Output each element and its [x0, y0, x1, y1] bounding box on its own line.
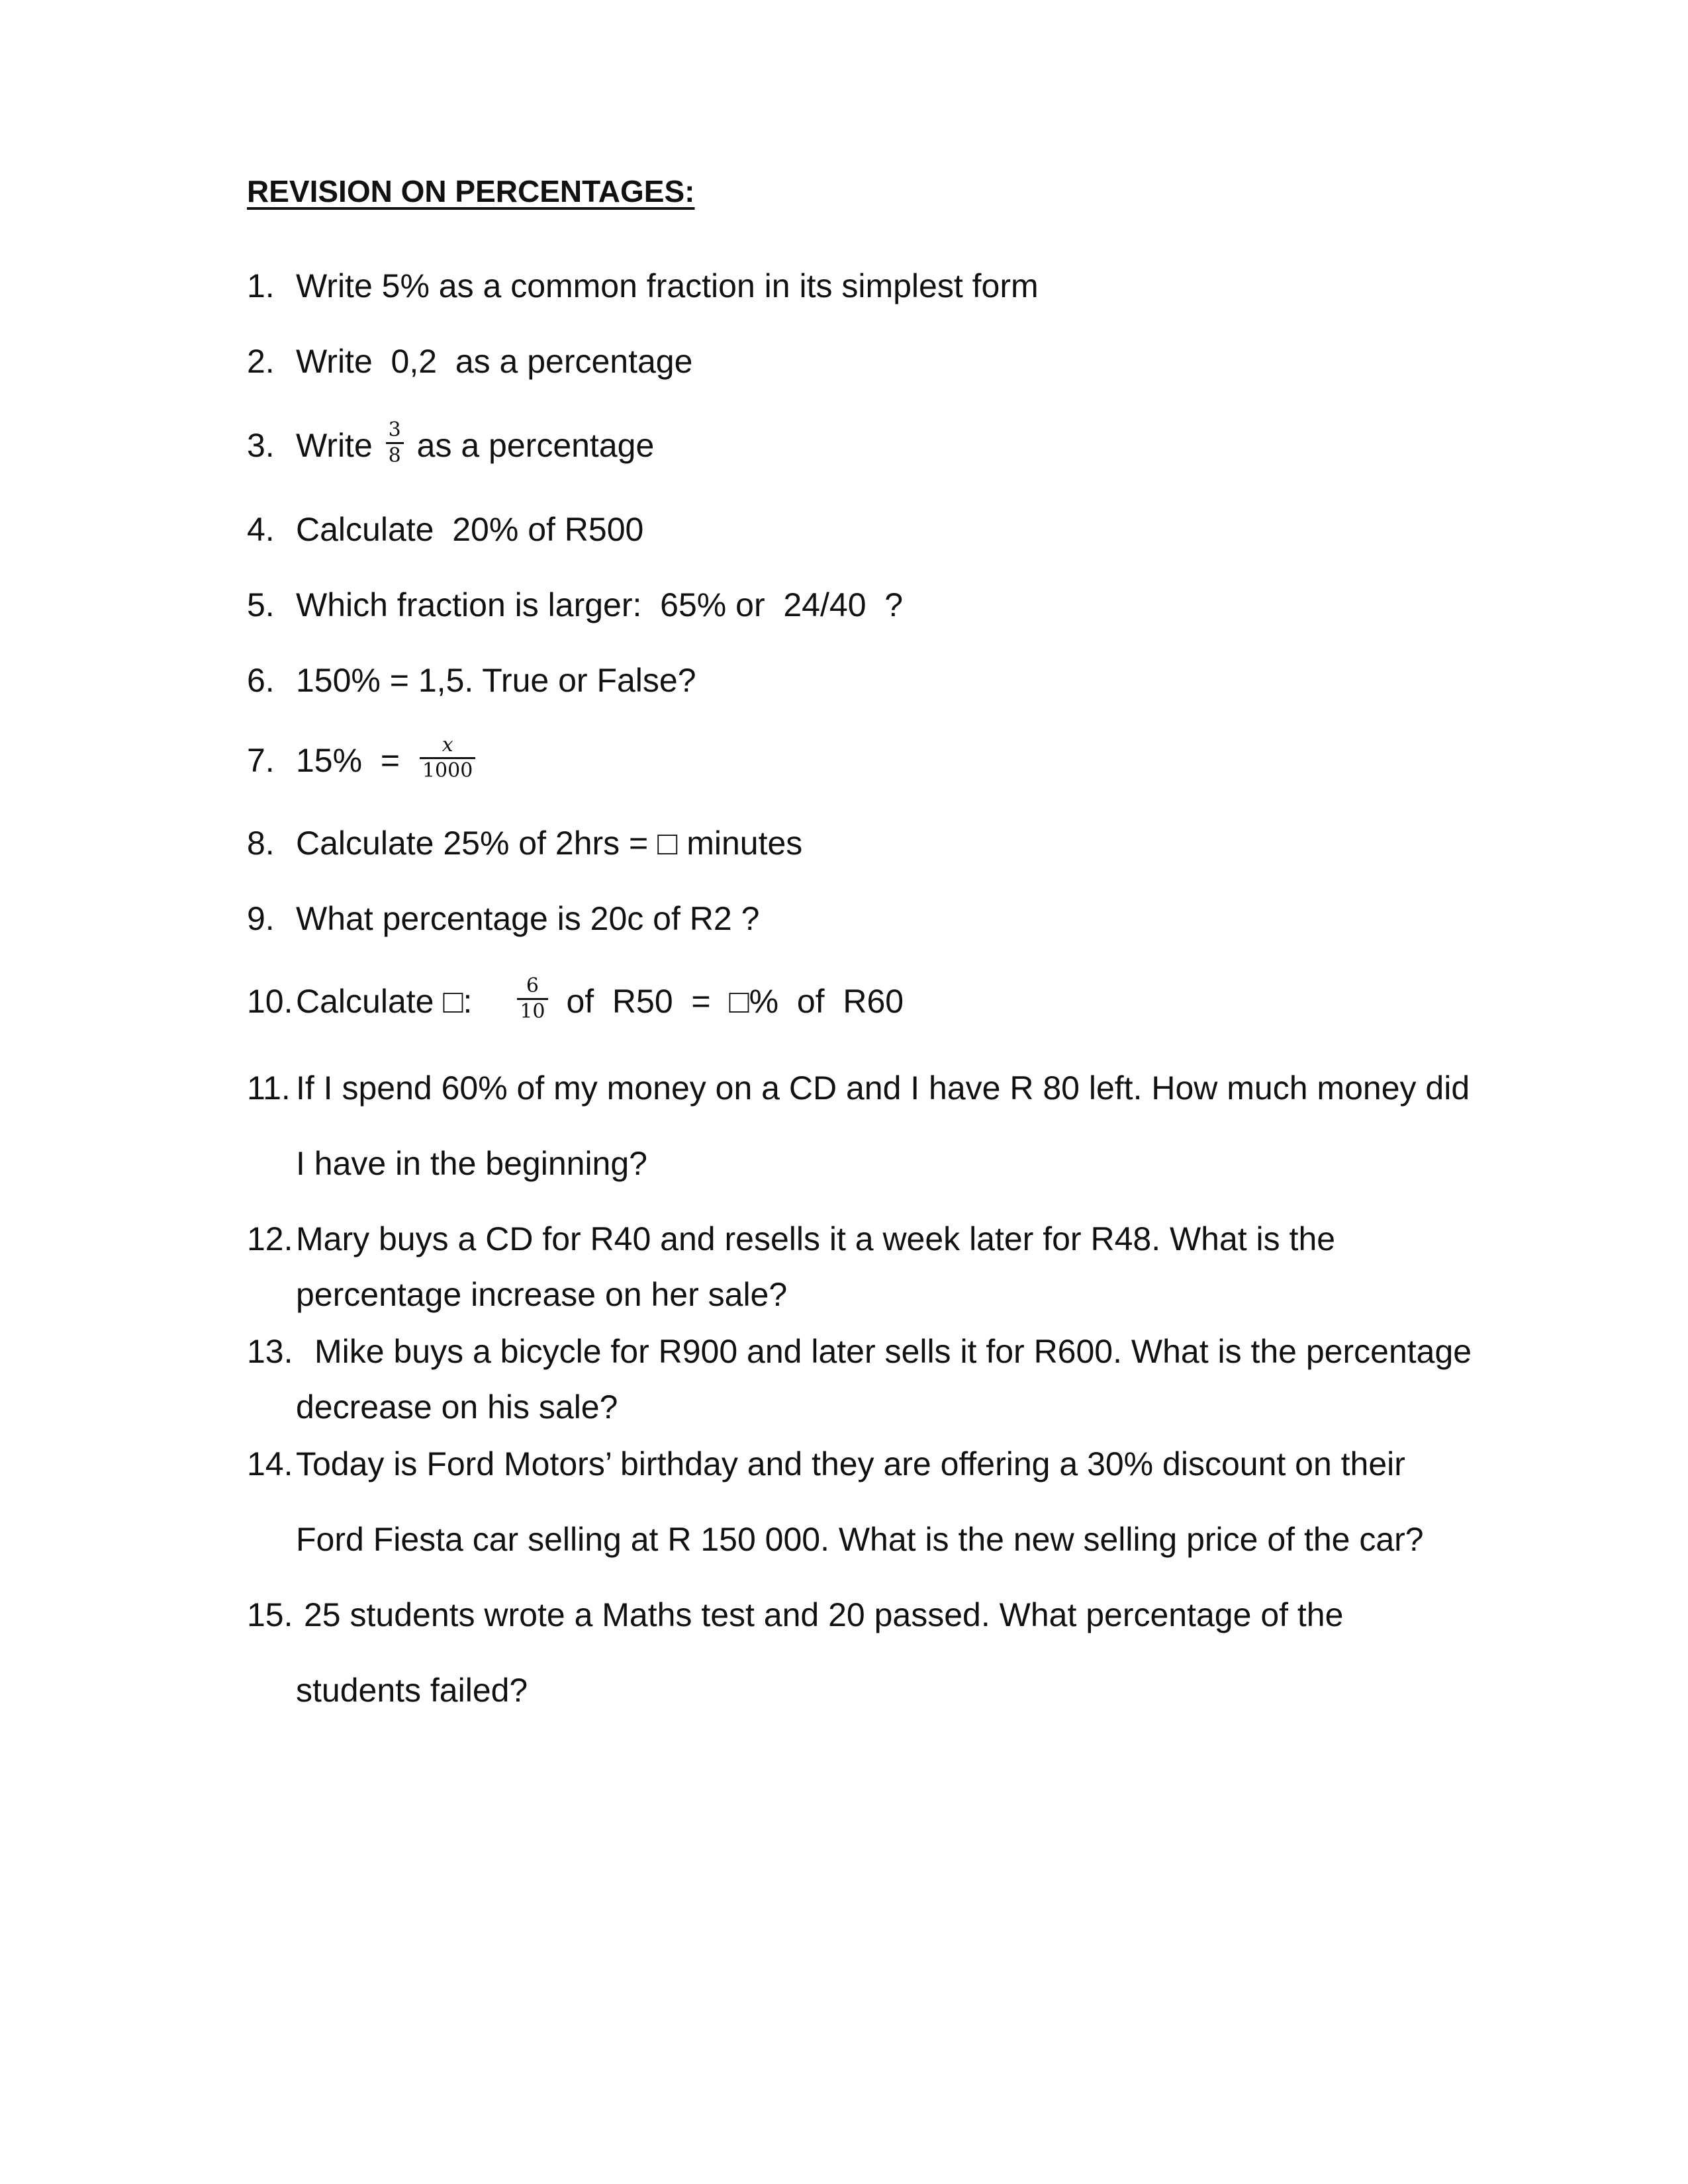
question-text-before: 15% =	[296, 742, 400, 779]
question-text: Calculate 25% of 2hrs = □ minutes	[296, 825, 803, 862]
question-12-continuation: percentage increase on her sale?	[296, 1276, 788, 1313]
question-number: 11.	[247, 1069, 291, 1107]
question-text: 25 students wrote a Maths test and 20 passed. What percentage of the	[304, 1596, 1344, 1633]
fraction-denominator: 1000	[420, 757, 475, 783]
question-number: 8.	[247, 825, 275, 862]
fraction-numerator: x	[442, 733, 453, 757]
question-text: What percentage is 20c of R2 ?	[296, 900, 760, 937]
fraction	[420, 733, 475, 783]
question-text	[296, 733, 479, 783]
question-text-before: Write	[296, 427, 373, 464]
fraction-denominator: 8	[386, 442, 404, 468]
question-text: Write 0,2 as a percentage	[296, 343, 693, 380]
question-number: 4.	[247, 511, 275, 548]
question-number: 2.	[247, 343, 275, 380]
question-number: 15.	[247, 1596, 293, 1633]
question-text-before: Calculate □:	[296, 983, 473, 1020]
question-15-continuation: students failed?	[296, 1672, 528, 1709]
question-text: Today is Ford Motors’ birthday and they are offering a 30% discount on their	[296, 1445, 1405, 1482]
question-number: 9.	[247, 900, 275, 937]
question-number: 5.	[247, 586, 275, 623]
question-number: 1.	[247, 267, 275, 304]
question-number: 7.	[247, 742, 275, 779]
question-text: Mike buys a bicycle for R900 and later sells it for R600. What is the percentage	[314, 1333, 1472, 1370]
worksheet-title: REVISION ON PERCENTAGES:	[247, 174, 695, 208]
fraction	[517, 974, 547, 1024]
question-text	[296, 418, 655, 468]
question-text: Which fraction is larger: 65% or 24/40 ?	[296, 586, 904, 623]
question-14-continuation: Ford Fiesta car selling at R 150 000. What is the new selling price of the car?	[296, 1521, 1424, 1558]
question-number: 3.	[247, 427, 275, 464]
question-text: Write 5% as a common fraction in its simplest form	[296, 267, 1039, 304]
question-number: 14.	[247, 1445, 293, 1482]
question-number: 6.	[247, 662, 275, 699]
question-13-continuation: decrease on his sale?	[296, 1388, 618, 1426]
question-text: Calculate 20% of R500	[296, 511, 644, 548]
question-text: 150% = 1,5. True or False?	[296, 662, 696, 699]
question-text: If I spend 60% of my money on a CD and I have R 80 left. How much money did	[296, 1069, 1470, 1107]
question-number: 13.	[247, 1333, 293, 1370]
question-text-after: as a percentage	[416, 427, 655, 464]
question-text	[296, 974, 904, 1024]
question-text-after: of R50 = □% of R60	[566, 983, 904, 1020]
fraction-numerator: 6	[526, 974, 539, 998]
fraction-denominator: 10	[517, 998, 547, 1024]
fraction-numerator: 3	[388, 418, 401, 442]
fraction	[386, 418, 404, 468]
question-number: 12.	[247, 1220, 293, 1257]
question-11-continuation: I have in the beginning?	[296, 1145, 647, 1182]
question-text: Mary buys a CD for R40 and resells it a week later for R48. What is the	[296, 1220, 1336, 1257]
question-number: 10.	[247, 983, 293, 1020]
